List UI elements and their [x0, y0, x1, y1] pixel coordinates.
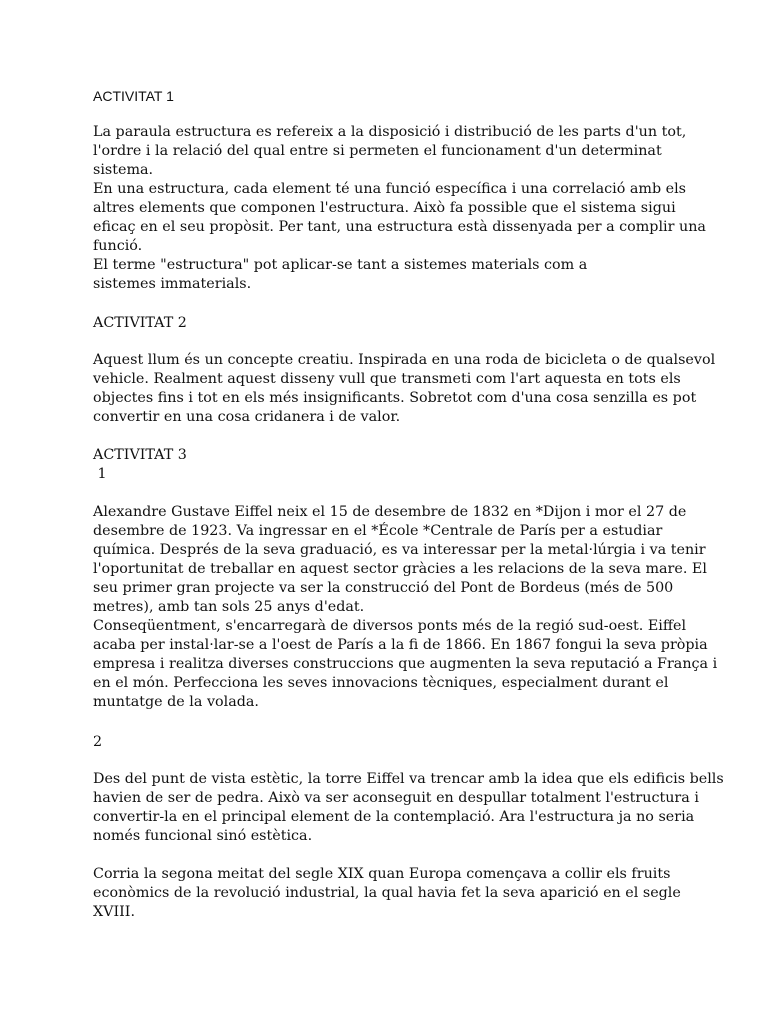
- activitat-2-line: convertir en una cosa cridanera i de valor.: [93, 409, 401, 425]
- activitat-3-part-1-line: Alexandre Gustave Eiffel neix el 15 de desembre de 1832 en *Dijon i mor el 27 de: [93, 504, 687, 520]
- section-number-2: 2: [93, 734, 103, 750]
- activitat-3-part-2-line: convertir-la en el principal element de la contemplació. Ara l'estructura ja no seria: [93, 809, 695, 825]
- activitat-1-line: El terme "estructura" pot aplicar-se tant a sistemes materials com a: [93, 257, 588, 273]
- activitat-3-part-1-line: empresa i realitza diverses construccions que augmenten la seva reputació a França i: [93, 656, 718, 672]
- activitat-3-part-2-line: econòmics de la revolució industrial, la qual havia fet la seva aparició en el segle: [93, 885, 681, 901]
- activitat-3-part-2-line: havien de ser de pedra. Això va ser aconseguit en despullar totalment l'estructura i: [93, 790, 699, 806]
- activitat-3-part-2-line: Des del punt de vista estètic, la torre Eiffel va trencar amb la idea que els edificis bells: [93, 771, 724, 787]
- activitat-3-part-2-line: Corria la segona meitat del segle XIX quan Europa començava a collir els fruits: [93, 866, 671, 882]
- heading-activitat-2: ACTIVITAT 2: [93, 315, 187, 331]
- activitat-1-line: eficaç en el seu propòsit. Per tant, una estructura està dissenyada per a complir una: [93, 219, 706, 235]
- activitat-3-part-1-line: en el món. Perfecciona les seves innovacions tècniques, especialment durant el: [93, 675, 669, 691]
- activitat-3-part-1-line: metres), amb tan sols 25 anys d'edat.: [93, 599, 365, 615]
- activitat-1-line: altres elements que componen l'estructura. Això fa possible que el sistema sigui: [93, 200, 676, 216]
- activitat-3-part-2-line: només funcional sinó estètica.: [93, 828, 313, 844]
- activitat-1-line: La paraula estructura es refereix a la disposició i distribució de les parts d'un tot,: [93, 124, 687, 140]
- activitat-3-part-1-line: química. Després de la seva graduació, es va interessar per la metal·lúrgia i va tenir: [93, 542, 706, 558]
- activitat-3-part-1-line: muntatge de la volada.: [93, 694, 259, 710]
- activitat-1-line: sistema.: [93, 162, 154, 178]
- heading-activitat-1: ACTIVITAT 1: [93, 88, 174, 104]
- activitat-3-part-1-line: desembre de 1923. Va ingressar en el *École *Centrale de París per a estudiar: [93, 523, 663, 539]
- section-number-1: 1: [93, 466, 107, 482]
- activitat-2-line: Aquest llum és un concepte creatiu. Inspirada en una roda de bicicleta o de qualsevol: [93, 352, 716, 368]
- activitat-1-line: sistemes immaterials.: [93, 276, 252, 292]
- activitat-2-line: objectes fins i tot en els més insignificants. Sobretot com d'una cosa senzilla es pot: [93, 390, 697, 406]
- activitat-1-line: funció.: [93, 238, 143, 254]
- activitat-1-line: En una estructura, cada element té una funció específica i una correlació amb els: [93, 181, 687, 197]
- activitat-3-part-1-line: acaba per instal·lar-se a l'oest de París a la fi de 1866. En 1867 fongui la seva pròpia: [93, 637, 708, 653]
- activitat-3-part-1-line: seu primer gran projecte va ser la construcció del Pont de Bordeus (més de 500: [93, 580, 674, 596]
- activitat-1-line: l'ordre i la relació del qual entre si permeten el funcionament d'un determinat: [93, 143, 662, 159]
- activitat-3-part-1-line: Conseqüentment, s'encarregarà de diversos ponts més de la regió sud-oest. Eiffel: [93, 618, 687, 634]
- activitat-3-part-2-line: XVIII.: [93, 904, 135, 920]
- activitat-3-part-1-line: l'oportunitat de treballar en aquest sector gràcies a les relacions de la seva mare. El: [93, 561, 707, 577]
- heading-activitat-3: ACTIVITAT 3: [93, 447, 187, 463]
- activitat-2-line: vehicle. Realment aquest disseny vull que transmeti com l'art aquesta en tots els: [93, 371, 681, 387]
